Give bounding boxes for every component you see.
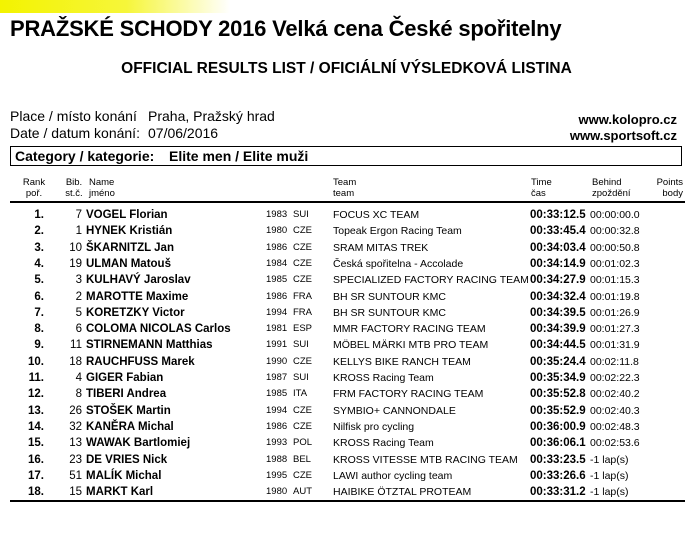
cell-rank: 13. (28, 404, 44, 417)
cell-behind: 00:02:53.6 (590, 437, 640, 450)
header-accent-bar (0, 0, 230, 13)
cell-nat: FRA (293, 306, 312, 318)
cell-behind: 00:01:19.8 (590, 290, 640, 303)
website-link-kolopro[interactable]: www.kolopro.cz (578, 112, 677, 127)
date-value: 07/06/2016 (148, 125, 219, 141)
table-row (0, 240, 693, 256)
cell-behind: 00:00:50.8 (590, 241, 640, 254)
table-row (0, 370, 693, 386)
cell-time: 00:35:24.4 (530, 355, 586, 368)
category-value: Elite men / Elite muži (169, 148, 309, 164)
cell-nat: CZE (293, 241, 312, 253)
col-header-behind (592, 177, 631, 199)
cell-nat: CZE (293, 225, 312, 237)
cell-name: MARKT Karl (86, 486, 154, 499)
table-row (0, 321, 693, 337)
place-value: Praha, Pražský hrad (148, 108, 275, 124)
table-row (0, 435, 693, 451)
cell-bib: 32 (69, 420, 82, 433)
col-header-team-cz: team (333, 188, 355, 199)
cell-name: DE VRIES Nick (86, 453, 168, 466)
cell-time: 00:34:03.4 (530, 241, 586, 254)
cell-bib: 18 (69, 355, 82, 368)
cell-year: 1980 (266, 486, 288, 498)
cell-team: SRAM MITAS TREK (333, 241, 429, 254)
cell-time: 00:33:23.5 (530, 453, 586, 466)
cell-rank: 6. (34, 290, 44, 303)
cell-behind: -1 lap(s) (590, 469, 629, 482)
cell-bib: 23 (69, 453, 82, 466)
table-bottom-divider (10, 500, 685, 502)
cell-year: 1995 (266, 469, 288, 481)
col-header-bib-cz: st.č. (65, 188, 83, 199)
cell-rank: 1. (34, 209, 44, 221)
cell-time: 00:34:27.9 (530, 274, 586, 287)
cell-year: 1985 (266, 274, 288, 286)
cell-behind: 00:01:31.9 (590, 339, 640, 352)
cell-team: BH SR SUNTOUR KMC (333, 290, 446, 303)
cell-team: KROSS Racing Team (333, 372, 434, 384)
cell-time: 00:34:39.5 (530, 306, 586, 319)
cell-bib: 1 (75, 225, 82, 238)
cell-bib: 5 (75, 306, 82, 319)
table-row (0, 256, 693, 272)
cell-rank: 12. (28, 388, 44, 401)
cell-time: 00:36:06.1 (530, 437, 586, 450)
table-row (0, 337, 693, 353)
cell-year: 1981 (266, 323, 288, 335)
cell-bib: 19 (69, 257, 82, 270)
cell-name: KANĚRA Michal (86, 420, 174, 433)
cell-bib: 2 (75, 290, 82, 303)
col-header-behind-en: Behind (592, 177, 622, 188)
cell-rank: 8. (34, 323, 44, 336)
cell-bib: 51 (69, 469, 82, 482)
cell-team: FRM FACTORY RACING TEAM (333, 388, 484, 401)
cell-bib: 3 (75, 274, 82, 287)
cell-nat: CZE (293, 420, 312, 432)
cell-time: 00:34:39.9 (530, 323, 586, 336)
col-header-points-en: Points (656, 177, 683, 188)
cell-year: 1993 (266, 437, 288, 449)
cell-time: 00:33:45.4 (530, 225, 586, 238)
table-row (0, 419, 693, 435)
cell-bib: 15 (69, 486, 82, 499)
cell-behind: 00:01:02.3 (590, 257, 640, 270)
date-label: Date / datum konání: (10, 125, 140, 141)
col-header-points (640, 177, 683, 199)
cell-nat: POL (293, 437, 313, 449)
cell-name: MALÍK Michal (86, 469, 162, 482)
cell-year: 1990 (266, 355, 288, 367)
cell-rank: 18. (28, 486, 44, 499)
cell-nat: ITA (293, 388, 308, 400)
cell-time: 00:35:52.8 (530, 388, 586, 401)
cell-behind: 00:02:40.2 (590, 388, 640, 401)
col-header-rank-cz: poř. (25, 188, 43, 199)
cell-team: Nilfisk pro cycling (333, 420, 415, 433)
cell-nat: FRA (293, 290, 312, 302)
cell-name: VOGEL Florian (86, 209, 168, 221)
cell-rank: 11. (28, 372, 44, 384)
cell-time: 00:34:14.9 (530, 257, 586, 270)
cell-nat: CZE (293, 469, 312, 481)
table-row (0, 305, 693, 321)
cell-time: 00:34:32.4 (530, 290, 586, 303)
cell-nat: CZE (293, 355, 312, 367)
cell-bib: 8 (75, 388, 82, 401)
col-header-bib (60, 177, 88, 199)
cell-year: 1983 (266, 209, 288, 220)
page-subtitle: OFFICIAL RESULTS LIST / OFICIÁLNÍ VÝSLEDKOVÁ LISTINA (121, 60, 572, 77)
cell-rank: 3. (34, 241, 44, 254)
col-header-rank (20, 177, 48, 199)
cell-nat: CZE (293, 257, 312, 269)
col-header-name (89, 177, 115, 199)
cell-rank: 4. (34, 257, 44, 270)
col-header-behind-cz: zpoždění (592, 188, 631, 199)
cell-nat: CZE (293, 274, 312, 286)
cell-year: 1986 (266, 290, 288, 302)
col-header-rank-en: Rank (22, 177, 46, 188)
cell-nat: SUI (293, 209, 309, 220)
cell-team: MMR FACTORY RACING TEAM (333, 323, 486, 336)
cell-year: 1984 (266, 257, 288, 269)
cell-rank: 16. (28, 453, 44, 466)
cell-team: SYMBIO+ CANNONDALE (333, 404, 456, 417)
cell-time: 00:33:26.6 (530, 469, 586, 482)
cell-year: 1987 (266, 372, 288, 383)
cell-nat: ESP (293, 323, 313, 335)
cell-team: Topeak Ergon Racing Team (333, 225, 462, 238)
cell-bib: 4 (75, 372, 82, 384)
place-line (10, 108, 275, 124)
cell-time: 00:33:31.2 (530, 486, 586, 499)
table-header-divider (10, 201, 685, 203)
cell-year: 1986 (266, 420, 288, 432)
col-header-time-en: Time (531, 177, 552, 188)
cell-behind: 00:02:22.3 (590, 372, 640, 384)
cell-rank: 14. (28, 420, 44, 433)
cell-bib: 7 (75, 209, 82, 221)
cell-behind: 00:00:32.8 (590, 225, 640, 238)
cell-year: 1988 (266, 453, 288, 465)
cell-team: FOCUS XC TEAM (333, 209, 420, 221)
cell-name: ULMAN Matouš (86, 257, 171, 270)
website-link-sportsoft[interactable]: www.sportsoft.cz (569, 128, 677, 143)
col-header-name-en: Name (89, 177, 115, 188)
table-row (0, 484, 693, 500)
table-row (0, 207, 693, 223)
cell-rank: 7. (34, 306, 44, 319)
cell-behind: 00:01:27.3 (590, 323, 640, 336)
page-title: PRAŽSKÉ SCHODY 2016 Velká cena České spořitelny (10, 16, 562, 41)
cell-bib: 26 (69, 404, 82, 417)
cell-behind: 00:02:48.3 (590, 420, 640, 433)
cell-behind: 00:01:15.3 (590, 274, 640, 287)
cell-nat: CZE (293, 404, 312, 416)
cell-year: 1994 (266, 404, 288, 416)
cell-time: 00:33:12.5 (530, 209, 586, 221)
cell-behind: -1 lap(s) (590, 453, 629, 466)
cell-year: 1991 (266, 339, 288, 351)
cell-nat: SUI (293, 372, 309, 383)
cell-name: WAWAK Bartlomiej (86, 437, 191, 450)
cell-name: KORETZKY Victor (86, 306, 185, 319)
table-row (0, 223, 693, 239)
table-row (0, 403, 693, 419)
cell-team: MÖBEL MÄRKI MTB PRO TEAM (333, 339, 489, 352)
cell-time: 00:35:52.9 (530, 404, 586, 417)
cell-team: LAWI author cycling team (333, 469, 453, 482)
place-label: Place / místo konání (10, 108, 137, 124)
table-row (0, 468, 693, 484)
col-header-team-en: Team (333, 177, 357, 188)
cell-name: COLOMA NICOLAS Carlos (86, 323, 231, 336)
cell-nat: SUI (293, 339, 309, 351)
cell-behind: 00:02:40.3 (590, 404, 640, 417)
cell-behind: 00:00:00.0 (590, 209, 640, 221)
cell-team: SPECIALIZED FACTORY RACING TEAM (333, 274, 529, 287)
cell-name: GIGER Fabian (86, 372, 164, 384)
table-row (0, 386, 693, 402)
cell-name: HYNEK Kristián (86, 225, 173, 238)
category-label: Category / kategorie: (15, 148, 155, 164)
category-box (10, 146, 682, 166)
cell-team: KROSS Racing Team (333, 437, 434, 450)
cell-team: HAIBIKE ÖTZTAL PROTEAM (333, 486, 472, 499)
cell-year: 1985 (266, 388, 288, 400)
cell-rank: 10. (28, 355, 44, 368)
cell-rank: 9. (34, 339, 44, 352)
table-row (0, 354, 693, 370)
cell-year: 1980 (266, 225, 288, 237)
col-header-name-cz: jméno (89, 188, 115, 199)
cell-time: 00:35:34.9 (530, 372, 586, 384)
cell-name: STOŠEK Martin (86, 404, 171, 417)
cell-team: BH SR SUNTOUR KMC (333, 306, 446, 319)
cell-rank: 2. (34, 225, 44, 238)
cell-behind: 00:02:11.8 (590, 355, 639, 368)
col-header-time (531, 177, 552, 199)
table-row (0, 289, 693, 305)
cell-time: 00:34:44.5 (530, 339, 586, 352)
cell-nat: AUT (293, 486, 312, 498)
cell-team: Česká spořitelna - Accolade (333, 257, 464, 270)
cell-rank: 5. (34, 274, 44, 287)
col-header-bib-en: Bib. (65, 177, 83, 188)
cell-year: 1986 (266, 241, 288, 253)
cell-behind: 00:01:26.9 (590, 306, 640, 319)
cell-year: 1994 (266, 306, 288, 318)
cell-team: KROSS VITESSE MTB RACING TEAM (333, 453, 518, 466)
col-header-points-cz: body (662, 188, 683, 199)
col-header-time-cz: čas (531, 188, 546, 199)
cell-name: MAROTTE Maxime (86, 290, 189, 303)
col-header-team (333, 177, 356, 199)
cell-rank: 15. (28, 437, 44, 450)
cell-bib: 6 (75, 323, 82, 336)
date-line (10, 125, 218, 141)
table-row (0, 272, 693, 288)
cell-bib: 13 (69, 437, 82, 450)
cell-name: STIRNEMANN Matthias (86, 339, 213, 352)
cell-nat: BEL (293, 453, 311, 465)
cell-bib: 11 (70, 339, 82, 352)
cell-name: RAUCHFUSS Marek (86, 355, 195, 368)
cell-bib: 10 (69, 241, 82, 254)
table-row (0, 452, 693, 468)
cell-name: KULHAVÝ Jaroslav (86, 274, 191, 287)
cell-name: ŠKARNITZL Jan (86, 241, 174, 254)
cell-name: TIBERI Andrea (86, 388, 167, 401)
cell-time: 00:36:00.9 (530, 420, 586, 433)
cell-rank: 17. (28, 469, 44, 482)
cell-team: KELLYS BIKE RANCH TEAM (333, 355, 471, 368)
cell-behind: -1 lap(s) (590, 486, 629, 499)
